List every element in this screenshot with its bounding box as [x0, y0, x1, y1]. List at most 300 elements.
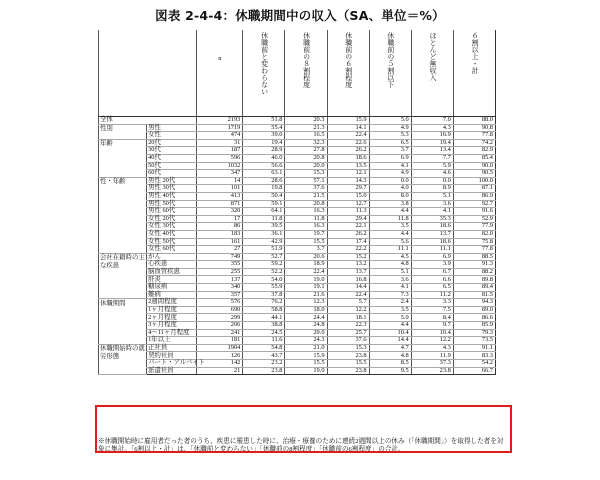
- column-header-label: 休職前の６割程度: [344, 32, 353, 88]
- cell-value: 4.4: [369, 230, 411, 238]
- cell-n: 126: [197, 352, 243, 360]
- cell-value: 75.8: [453, 238, 495, 246]
- cell-value: 11.6: [243, 337, 285, 345]
- row-label: 4〜11ヶ月程度: [147, 329, 197, 337]
- cell-value: 14.4: [327, 284, 369, 292]
- table-row: [99, 192, 496, 200]
- cell-value: 88.2: [453, 268, 495, 276]
- cell-value: 10.4: [369, 329, 411, 337]
- row-label: 20代: [147, 139, 197, 147]
- cell-value: 38.8: [243, 322, 285, 330]
- cell-value: 54.8: [243, 344, 285, 352]
- row-label: 女性 50代: [147, 238, 197, 246]
- group-label: 年齢: [99, 139, 147, 177]
- cell-n: 355: [197, 261, 243, 269]
- cell-value: 4.5: [369, 253, 411, 261]
- cell-value: 52.2: [243, 268, 285, 276]
- row-label: 男性: [147, 124, 197, 132]
- cell-value: 15.5: [285, 360, 327, 368]
- column-header-label: 休職前の８割程度: [302, 32, 311, 88]
- cell-value: 21.3: [285, 124, 327, 132]
- cell-value: 58.8: [243, 306, 285, 314]
- data-table: [98, 30, 496, 375]
- row-label: 糖尿病: [147, 284, 197, 292]
- row-label: 心疾患: [147, 261, 197, 269]
- cell-value: 92.7: [453, 200, 495, 208]
- cell-n: 576: [197, 299, 243, 307]
- group-label: 性・年齢: [99, 177, 147, 253]
- cell-value: 8.4: [411, 314, 453, 322]
- table-row: [99, 154, 496, 162]
- cell-value: 94.3: [453, 299, 495, 307]
- row-label: 60代: [147, 170, 197, 178]
- row-label: 50代: [147, 162, 197, 170]
- cell-value: 91.1: [453, 344, 495, 352]
- cell-value: 81.5: [453, 291, 495, 299]
- cell-n: 241: [197, 329, 243, 337]
- cell-value: 89.4: [453, 284, 495, 292]
- column-header-label: ６割以上・計: [471, 32, 480, 74]
- cell-value: 59.2: [243, 261, 285, 269]
- cell-value: 36.1: [243, 230, 285, 238]
- column-header: [243, 30, 285, 117]
- cell-value: 37.8: [243, 291, 285, 299]
- cell-value: 19.4: [411, 139, 453, 147]
- cell-n: 161: [197, 238, 243, 246]
- cell-value: 12.7: [327, 200, 369, 208]
- cell-n: 31: [197, 139, 243, 147]
- cell-value: 77.8: [453, 246, 495, 254]
- cell-value: 3.6: [411, 200, 453, 208]
- cell-value: 4.3: [411, 344, 453, 352]
- cell-value: 6.9: [369, 154, 411, 162]
- cell-value: 20.6: [285, 253, 327, 261]
- cell-n: 413: [197, 192, 243, 200]
- cell-value: 11.1: [369, 246, 411, 254]
- cell-value: 8.9: [411, 185, 453, 193]
- cell-value: 22.4: [327, 291, 369, 299]
- cell-value: 19.0: [285, 276, 327, 284]
- cell-n: 1719: [197, 124, 243, 132]
- cell-value: 4.8: [369, 352, 411, 360]
- cell-value: 11.8: [369, 215, 411, 223]
- row-label: 女性 60代: [147, 246, 197, 254]
- cell-value: 3.8: [369, 200, 411, 208]
- cell-value: 43.7: [243, 352, 285, 360]
- cell-value: 86.9: [453, 192, 495, 200]
- cell-value: 19.0: [285, 367, 327, 375]
- cell-value: 12.1: [327, 170, 369, 178]
- cell-n: 340: [197, 284, 243, 292]
- cell-value: 85.4: [453, 154, 495, 162]
- cell-value: 64.1: [243, 208, 285, 216]
- column-header: [453, 30, 495, 117]
- cell-value: 66.7: [453, 367, 495, 375]
- cell-value: 5.3: [369, 132, 411, 140]
- cell-value: 6.9: [411, 253, 453, 261]
- row-label: 派遣社員: [147, 367, 197, 375]
- cell-value: 22.4: [327, 132, 369, 140]
- group-label: 休職開始時の就労形態: [99, 344, 147, 374]
- cell-value: 63.1: [243, 170, 285, 178]
- table-row: [99, 306, 496, 314]
- cell-n: 2193: [197, 117, 243, 125]
- cell-value: 29.0: [285, 329, 327, 337]
- cell-value: 20.3: [285, 117, 327, 125]
- cell-n: 690: [197, 306, 243, 314]
- row-label: 全体: [99, 117, 197, 125]
- cell-value: 46.0: [243, 154, 285, 162]
- row-label: 男性 50代: [147, 200, 197, 208]
- cell-value: 16.5: [285, 132, 327, 140]
- cell-value: 51.8: [243, 117, 285, 125]
- cell-value: 13.5: [327, 162, 369, 170]
- cell-value: 3.5: [369, 223, 411, 231]
- cell-n: 21: [197, 367, 243, 375]
- cell-value: 13.2: [327, 261, 369, 269]
- cell-value: 90.8: [453, 124, 495, 132]
- cell-value: 39.0: [243, 132, 285, 140]
- cell-n: 596: [197, 154, 243, 162]
- cell-value: 8.5: [369, 360, 411, 368]
- cell-value: 5.0: [369, 314, 411, 322]
- cell-value: 56.6: [243, 162, 285, 170]
- cell-value: 16.9: [411, 132, 453, 140]
- cell-value: 22.1: [327, 223, 369, 231]
- column-header: [327, 30, 369, 117]
- row-label: 男性 30代: [147, 185, 197, 193]
- cell-value: 5.7: [327, 299, 369, 307]
- cell-value: 77.9: [453, 223, 495, 231]
- cell-value: 88.0: [453, 117, 495, 125]
- row-label: 女性: [147, 132, 197, 140]
- cell-value: 37.3: [411, 360, 453, 368]
- cell-value: 16.8: [327, 276, 369, 284]
- cell-value: 3.7: [369, 147, 411, 155]
- cell-value: 20.0: [285, 162, 327, 170]
- cell-value: 18.6: [411, 223, 453, 231]
- cell-n: 357: [197, 291, 243, 299]
- cell-value: 4.9: [369, 124, 411, 132]
- cell-value: 21.0: [285, 344, 327, 352]
- cell-value: 9.7: [411, 322, 453, 330]
- cell-value: 13.7: [327, 268, 369, 276]
- row-label: 女性 20代: [147, 215, 197, 223]
- cell-value: 16.3: [285, 223, 327, 231]
- cell-value: 54.2: [453, 360, 495, 368]
- row-label: 1ヶ月程度: [147, 306, 197, 314]
- cell-value: 37.6: [327, 337, 369, 345]
- cell-value: 15.3: [285, 170, 327, 178]
- cell-value: 28.9: [243, 147, 285, 155]
- cell-value: 23.8: [327, 367, 369, 375]
- row-label: 脳血管疾患: [147, 268, 197, 276]
- cell-value: 55.4: [243, 124, 285, 132]
- column-header: [285, 30, 327, 117]
- cell-value: 3.3: [411, 299, 453, 307]
- cell-n: 871: [197, 200, 243, 208]
- cell-value: 12.3: [285, 299, 327, 307]
- row-label: 30代: [147, 147, 197, 155]
- cell-value: 7.0: [411, 117, 453, 125]
- row-label: 2週間程度: [147, 299, 197, 307]
- row-label: 男性 40代: [147, 192, 197, 200]
- cell-value: 89.0: [453, 306, 495, 314]
- cell-value: 28.6: [243, 177, 285, 185]
- cell-value: 6.6: [411, 276, 453, 284]
- cell-value: 89.8: [453, 276, 495, 284]
- page-title: 図表 2-4-4：休職期間中の収入（SA、単位＝%）: [155, 8, 445, 23]
- cell-n: 1904: [197, 344, 243, 352]
- cell-n: 101: [197, 185, 243, 193]
- row-label: がん: [147, 253, 197, 261]
- cell-value: 16.3: [285, 208, 327, 216]
- cell-value: 4.8: [369, 261, 411, 269]
- header-row: [99, 30, 496, 117]
- cell-value: 4.9: [369, 170, 411, 178]
- cell-value: 82.9: [453, 147, 495, 155]
- cell-n: 86: [197, 223, 243, 231]
- cell-value: 18.9: [285, 261, 327, 269]
- cell-value: 22.2: [327, 246, 369, 254]
- cell-value: 6.5: [369, 139, 411, 147]
- table-row: [99, 322, 496, 330]
- cell-value: 52.9: [453, 215, 495, 223]
- cell-value: 5.1: [411, 192, 453, 200]
- row-label: 肝炎: [147, 276, 197, 284]
- cell-value: 4.1: [369, 162, 411, 170]
- cell-value: 27.8: [285, 147, 327, 155]
- column-header: [411, 30, 453, 117]
- cell-value: 100.0: [453, 177, 495, 185]
- cell-value: 91.6: [453, 208, 495, 216]
- cell-n: 299: [197, 314, 243, 322]
- cell-value: 90.5: [453, 170, 495, 178]
- cell-value: 12.2: [327, 306, 369, 314]
- cell-value: 51.9: [243, 246, 285, 254]
- cell-value: 24.3: [285, 337, 327, 345]
- cell-value: 11.9: [411, 352, 453, 360]
- cell-value: 5.6: [369, 238, 411, 246]
- footnote: ※休職開始時に雇用者だった者のうち、疾患に罹患した時に、治療・療養のために連続2週間以上の休み（「休職期間」）を取得した者を対象に集計。「6割以上・計」は、「休職前と変わらない」「休職前の8割程度」「休職前の6割程度」の合計。: [98, 438, 504, 454]
- cell-value: 35.3: [411, 215, 453, 223]
- table-row: [99, 117, 496, 125]
- cell-value: 11.8: [285, 215, 327, 223]
- column-header-label: 休職前の５割以下: [386, 32, 395, 88]
- cell-value: 15.5: [327, 360, 369, 368]
- row-label: 女性 30代: [147, 223, 197, 231]
- row-label: 1年以上: [147, 337, 197, 345]
- cell-value: 26.2: [327, 230, 369, 238]
- cell-value: 52.7: [243, 253, 285, 261]
- cell-value: 50.4: [243, 192, 285, 200]
- cell-value: 14.4: [369, 337, 411, 345]
- cell-value: 15.9: [327, 117, 369, 125]
- cell-value: 87.1: [453, 185, 495, 193]
- cell-value: 7.3: [369, 291, 411, 299]
- cell-value: 21.6: [285, 291, 327, 299]
- cell-value: 86.6: [453, 314, 495, 322]
- cell-value: 14.1: [327, 124, 369, 132]
- cell-value: 22.4: [285, 268, 327, 276]
- cell-value: 13.7: [411, 230, 453, 238]
- cell-value: 15.5: [285, 238, 327, 246]
- cell-n: 187: [197, 147, 243, 155]
- cell-value: 7.5: [411, 306, 453, 314]
- cell-value: 5.1: [369, 268, 411, 276]
- cell-value: 7.7: [411, 154, 453, 162]
- cell-n: 749: [197, 253, 243, 261]
- cell-value: 85.9: [453, 322, 495, 330]
- cell-value: 18.1: [327, 314, 369, 322]
- row-label: 2ヶ月程度: [147, 314, 197, 322]
- cell-value: 4.4: [369, 322, 411, 330]
- cell-value: 13.4: [411, 147, 453, 155]
- cell-n: 137: [197, 276, 243, 284]
- cell-value: 11.1: [411, 246, 453, 254]
- row-label: 3ヶ月程度: [147, 322, 197, 330]
- cell-value: 83.3: [453, 352, 495, 360]
- cell-value: 24.8: [285, 322, 327, 330]
- column-header: [369, 30, 411, 117]
- cell-value: 23.8: [243, 367, 285, 375]
- cell-value: 0.0: [411, 177, 453, 185]
- cell-value: 73.5: [453, 337, 495, 345]
- cell-value: 74.2: [453, 139, 495, 147]
- cell-value: 10.4: [411, 329, 453, 337]
- column-header-label: 休職前と変わらない: [260, 32, 269, 95]
- cell-value: 17.4: [327, 238, 369, 246]
- group-label: 性別: [99, 124, 147, 139]
- header-blank: [99, 30, 197, 117]
- cell-value: 4.1: [411, 208, 453, 216]
- cell-value: 9.5: [369, 367, 411, 375]
- cell-value: 91.3: [453, 261, 495, 269]
- cell-n: 206: [197, 322, 243, 330]
- cell-value: 5.9: [411, 162, 453, 170]
- cell-value: 18.0: [285, 306, 327, 314]
- cell-value: 4.0: [369, 185, 411, 193]
- cell-value: 4.7: [369, 344, 411, 352]
- cell-value: 77.8: [453, 132, 495, 140]
- cell-value: 19.4: [243, 139, 285, 147]
- column-header-label: ほとんど無収入: [428, 32, 437, 81]
- row-label: パート・アルバイト: [148, 359, 205, 367]
- row-label: 男性 20代: [147, 177, 197, 185]
- cell-value: 55.9: [243, 284, 285, 292]
- table-row: [99, 230, 496, 238]
- table-row: [99, 344, 496, 352]
- cell-value: 57.1: [285, 177, 327, 185]
- cell-value: 22.3: [327, 322, 369, 330]
- cell-value: 39.5: [243, 223, 285, 231]
- cell-value: 32.3: [285, 139, 327, 147]
- cell-value: 5.0: [369, 117, 411, 125]
- table-row: [99, 268, 496, 276]
- cell-value: 15.3: [327, 344, 369, 352]
- table-row: [99, 367, 496, 375]
- cell-value: 2.4: [369, 299, 411, 307]
- cell-value: 20.8: [285, 200, 327, 208]
- row-label: 契約社員: [147, 352, 197, 360]
- row-label: 正社員: [147, 344, 197, 352]
- cell-value: 3.5: [369, 306, 411, 314]
- cell-value: 26.2: [327, 147, 369, 155]
- cell-value: 23.8: [411, 367, 453, 375]
- cell-n: 320: [197, 208, 243, 216]
- cell-n: 1032: [197, 162, 243, 170]
- cell-value: 44.1: [243, 314, 285, 322]
- cell-value: 6.5: [411, 284, 453, 292]
- cell-value: 3.7: [285, 246, 327, 254]
- income-table: [98, 30, 496, 375]
- cell-n: 14: [197, 177, 243, 185]
- cell-value: 23.8: [327, 352, 369, 360]
- cell-value: 23.2: [243, 360, 285, 368]
- cell-value: 29.4: [327, 215, 369, 223]
- group-label: 休職期間: [99, 299, 147, 345]
- cell-value: 4.6: [411, 170, 453, 178]
- cell-value: 42.9: [243, 238, 285, 246]
- cell-value: 29.7: [327, 185, 369, 193]
- cell-value: 12.2: [411, 337, 453, 345]
- cell-value: 18.6: [411, 238, 453, 246]
- row-label: 女性 40代: [147, 230, 197, 238]
- cell-value: 15.9: [285, 352, 327, 360]
- cell-value: 76.2: [243, 299, 285, 307]
- header-n: n: [197, 30, 243, 117]
- cell-value: 6.7: [411, 268, 453, 276]
- cell-n: 474: [197, 132, 243, 140]
- cell-value: 18.6: [327, 154, 369, 162]
- cell-value: 88.5: [453, 253, 495, 261]
- cell-value: 90.0: [453, 162, 495, 170]
- table-row: [99, 360, 496, 368]
- cell-value: 24.5: [243, 329, 285, 337]
- cell-n: 183: [197, 230, 243, 238]
- cell-n: 27: [197, 246, 243, 254]
- cell-value: 20.8: [285, 154, 327, 162]
- row-label: 40代: [147, 154, 197, 162]
- cell-value: 11.8: [243, 215, 285, 223]
- cell-value: 21.5: [285, 192, 327, 200]
- cell-value: 19.8: [243, 185, 285, 193]
- cell-value: 22.6: [327, 139, 369, 147]
- cell-n: 181: [197, 337, 243, 345]
- cell-value: 11.2: [411, 291, 453, 299]
- cell-value: 15.0: [327, 192, 369, 200]
- cell-value: 82.0: [453, 230, 495, 238]
- group-label: 会社在籍時の主な疾患: [99, 253, 147, 299]
- cell-n: 347: [197, 170, 243, 178]
- cell-value: 4.1: [369, 284, 411, 292]
- cell-n: 142: [197, 360, 243, 368]
- cell-value: 19.7: [285, 230, 327, 238]
- row-label: 男性 60代: [147, 208, 197, 216]
- cell-n: 255: [197, 268, 243, 276]
- cell-value: 3.6: [369, 276, 411, 284]
- cell-value: 11.3: [327, 208, 369, 216]
- row-label: 難病: [147, 291, 197, 299]
- cell-value: 8.0: [369, 192, 411, 200]
- cell-value: 59.1: [243, 200, 285, 208]
- cell-value: 54.0: [243, 276, 285, 284]
- cell-value: 15.2: [327, 253, 369, 261]
- cell-value: 3.9: [411, 261, 453, 269]
- cell-value: 79.3: [453, 329, 495, 337]
- cell-value: 19.1: [285, 284, 327, 292]
- cell-value: 25.7: [327, 329, 369, 337]
